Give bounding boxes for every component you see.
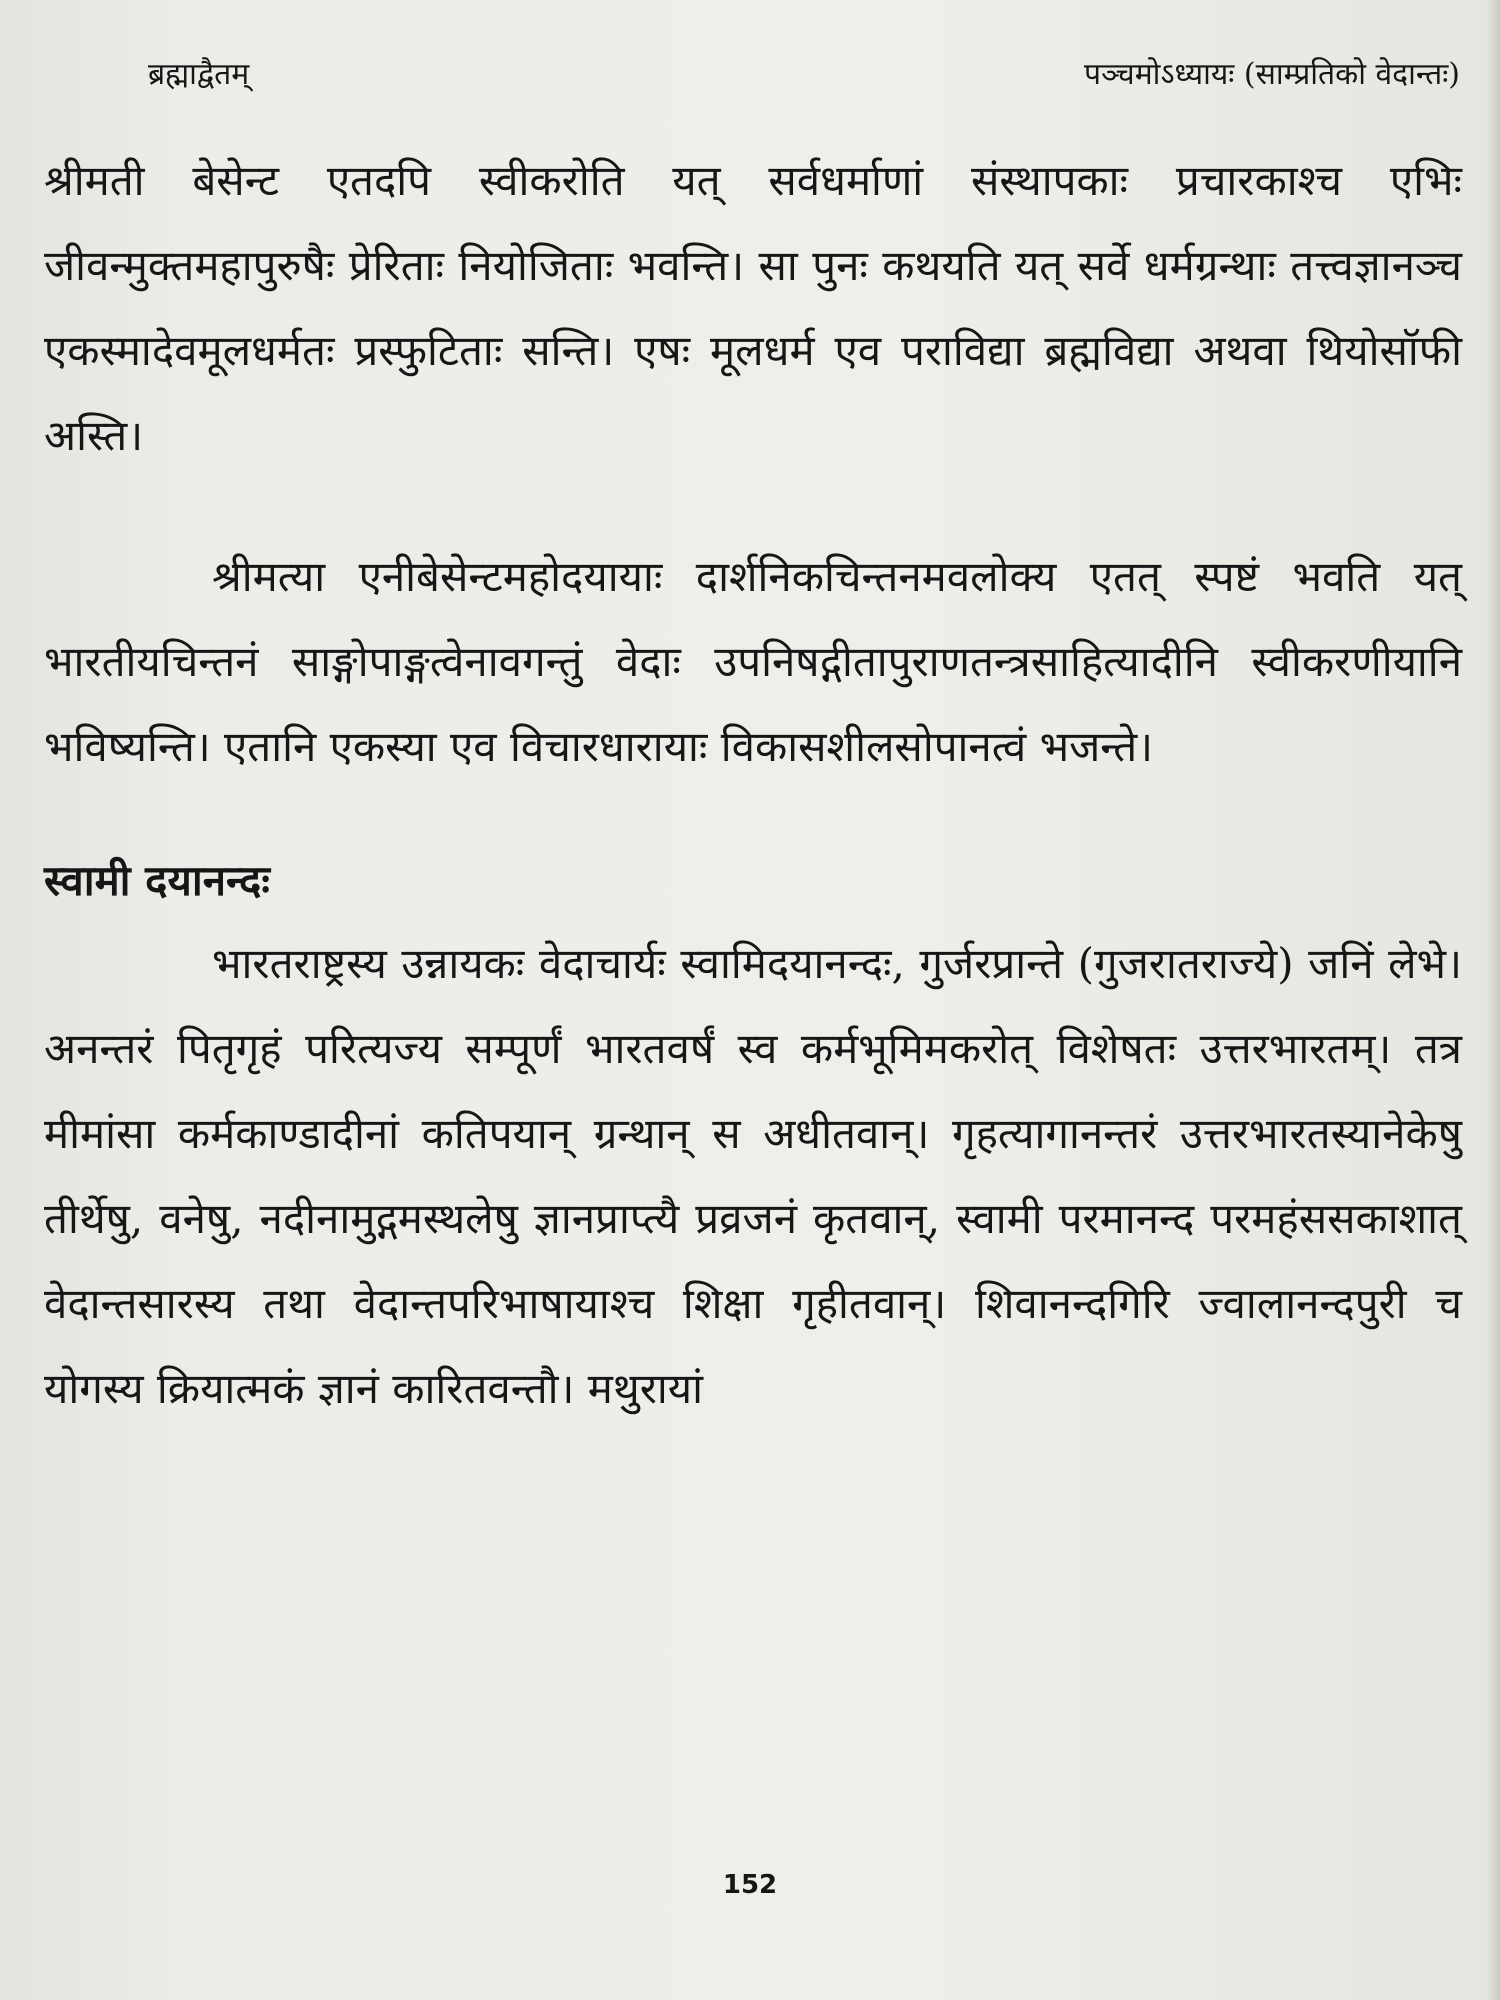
paragraph-besant-2: श्रीमत्या एनीबेसेन्टमहोदयायाः दार्शनिकचिन्तनमवलोक्य एतत् स्पष्टं भवति यत् भारतीयचिन्तनं साङ्गोपाङ्गत्वेनावगन्तुं वेदाः उपनिषद्गीतापुराणतन्त्रसाहित्यादीनि स्वीकरणीयानि भविष्यन्ति। एतानि एकस्या एव विचारधारायाः विकासशीलसोपानत्वं भजन्ते।	[44, 552, 1462, 771]
paragraph-besant-1: श्रीमती बेसेन्ट एतदपि स्वीकरोति यत् सर्वधर्माणां संस्थापकाः प्रचारकाश्च एभिः जीवन्मुक्तमहापुरुषैः प्रेरिताः नियोजिताः भवन्ति। सा पुनः कथयति यत् सर्वे धर्मग्रन्थाः तत्त्वज्ञानञ्च एकस्मादेवमूलधर्मतः प्रस्फुटिताः सन्ति। एषः मूलधर्म एव पराविद्या ब्रह्मविद्या अथवा थियोसॉफी अस्ति।	[44, 156, 1462, 460]
header-book-title: ब्रह्माद्वैतम्	[148, 57, 250, 92]
page-number: 152	[722, 1870, 778, 1900]
main-text	[44, 138, 1462, 1431]
paragraph-dayanand: भारतराष्ट्रस्य उन्नायकः वेदाचार्यः स्वामिदयानन्दः, गुर्जरप्रान्ते (गुजरातराज्ये) जनिं लेभे। अनन्तरं पितृगृहं परित्यज्य सम्पूर्णं भारतवर्षं स्व कर्मभूमिमकरोत् विशेषतः उत्तरभारतम्। तत्र मीमांसा कर्मकाण्डादीनां कतिपयान् ग्रन्थान् स अधीतवान्। गृहत्यागानन्तरं उत्तरभारतस्यानेकेषु तीर्थेषु, वनेषु, नदीनामुद्गमस्थलेषु ज्ञानप्राप्त्यै प्रव्रजनं कृतवान्, स्वामी परमानन्द परमहंससकाशात् वेदान्तसारस्य तथा वेदान्तपरिभाषायाश्च शिक्षा गृहीतवान्। शिवानन्दगिरि ज्वालानन्दपुरी च योगस्य क्रियात्मकं ज्ञानं कारितवन्तौ। मथुरायां	[44, 939, 1462, 1413]
header-chapter-title: पञ्चमोऽध्यायः (साम्प्रतिको वेदान्तः)	[1084, 57, 1460, 92]
running-header	[0, 52, 1500, 102]
section-heading-dayanand: स्वामी दयानन्दः	[44, 856, 270, 905]
